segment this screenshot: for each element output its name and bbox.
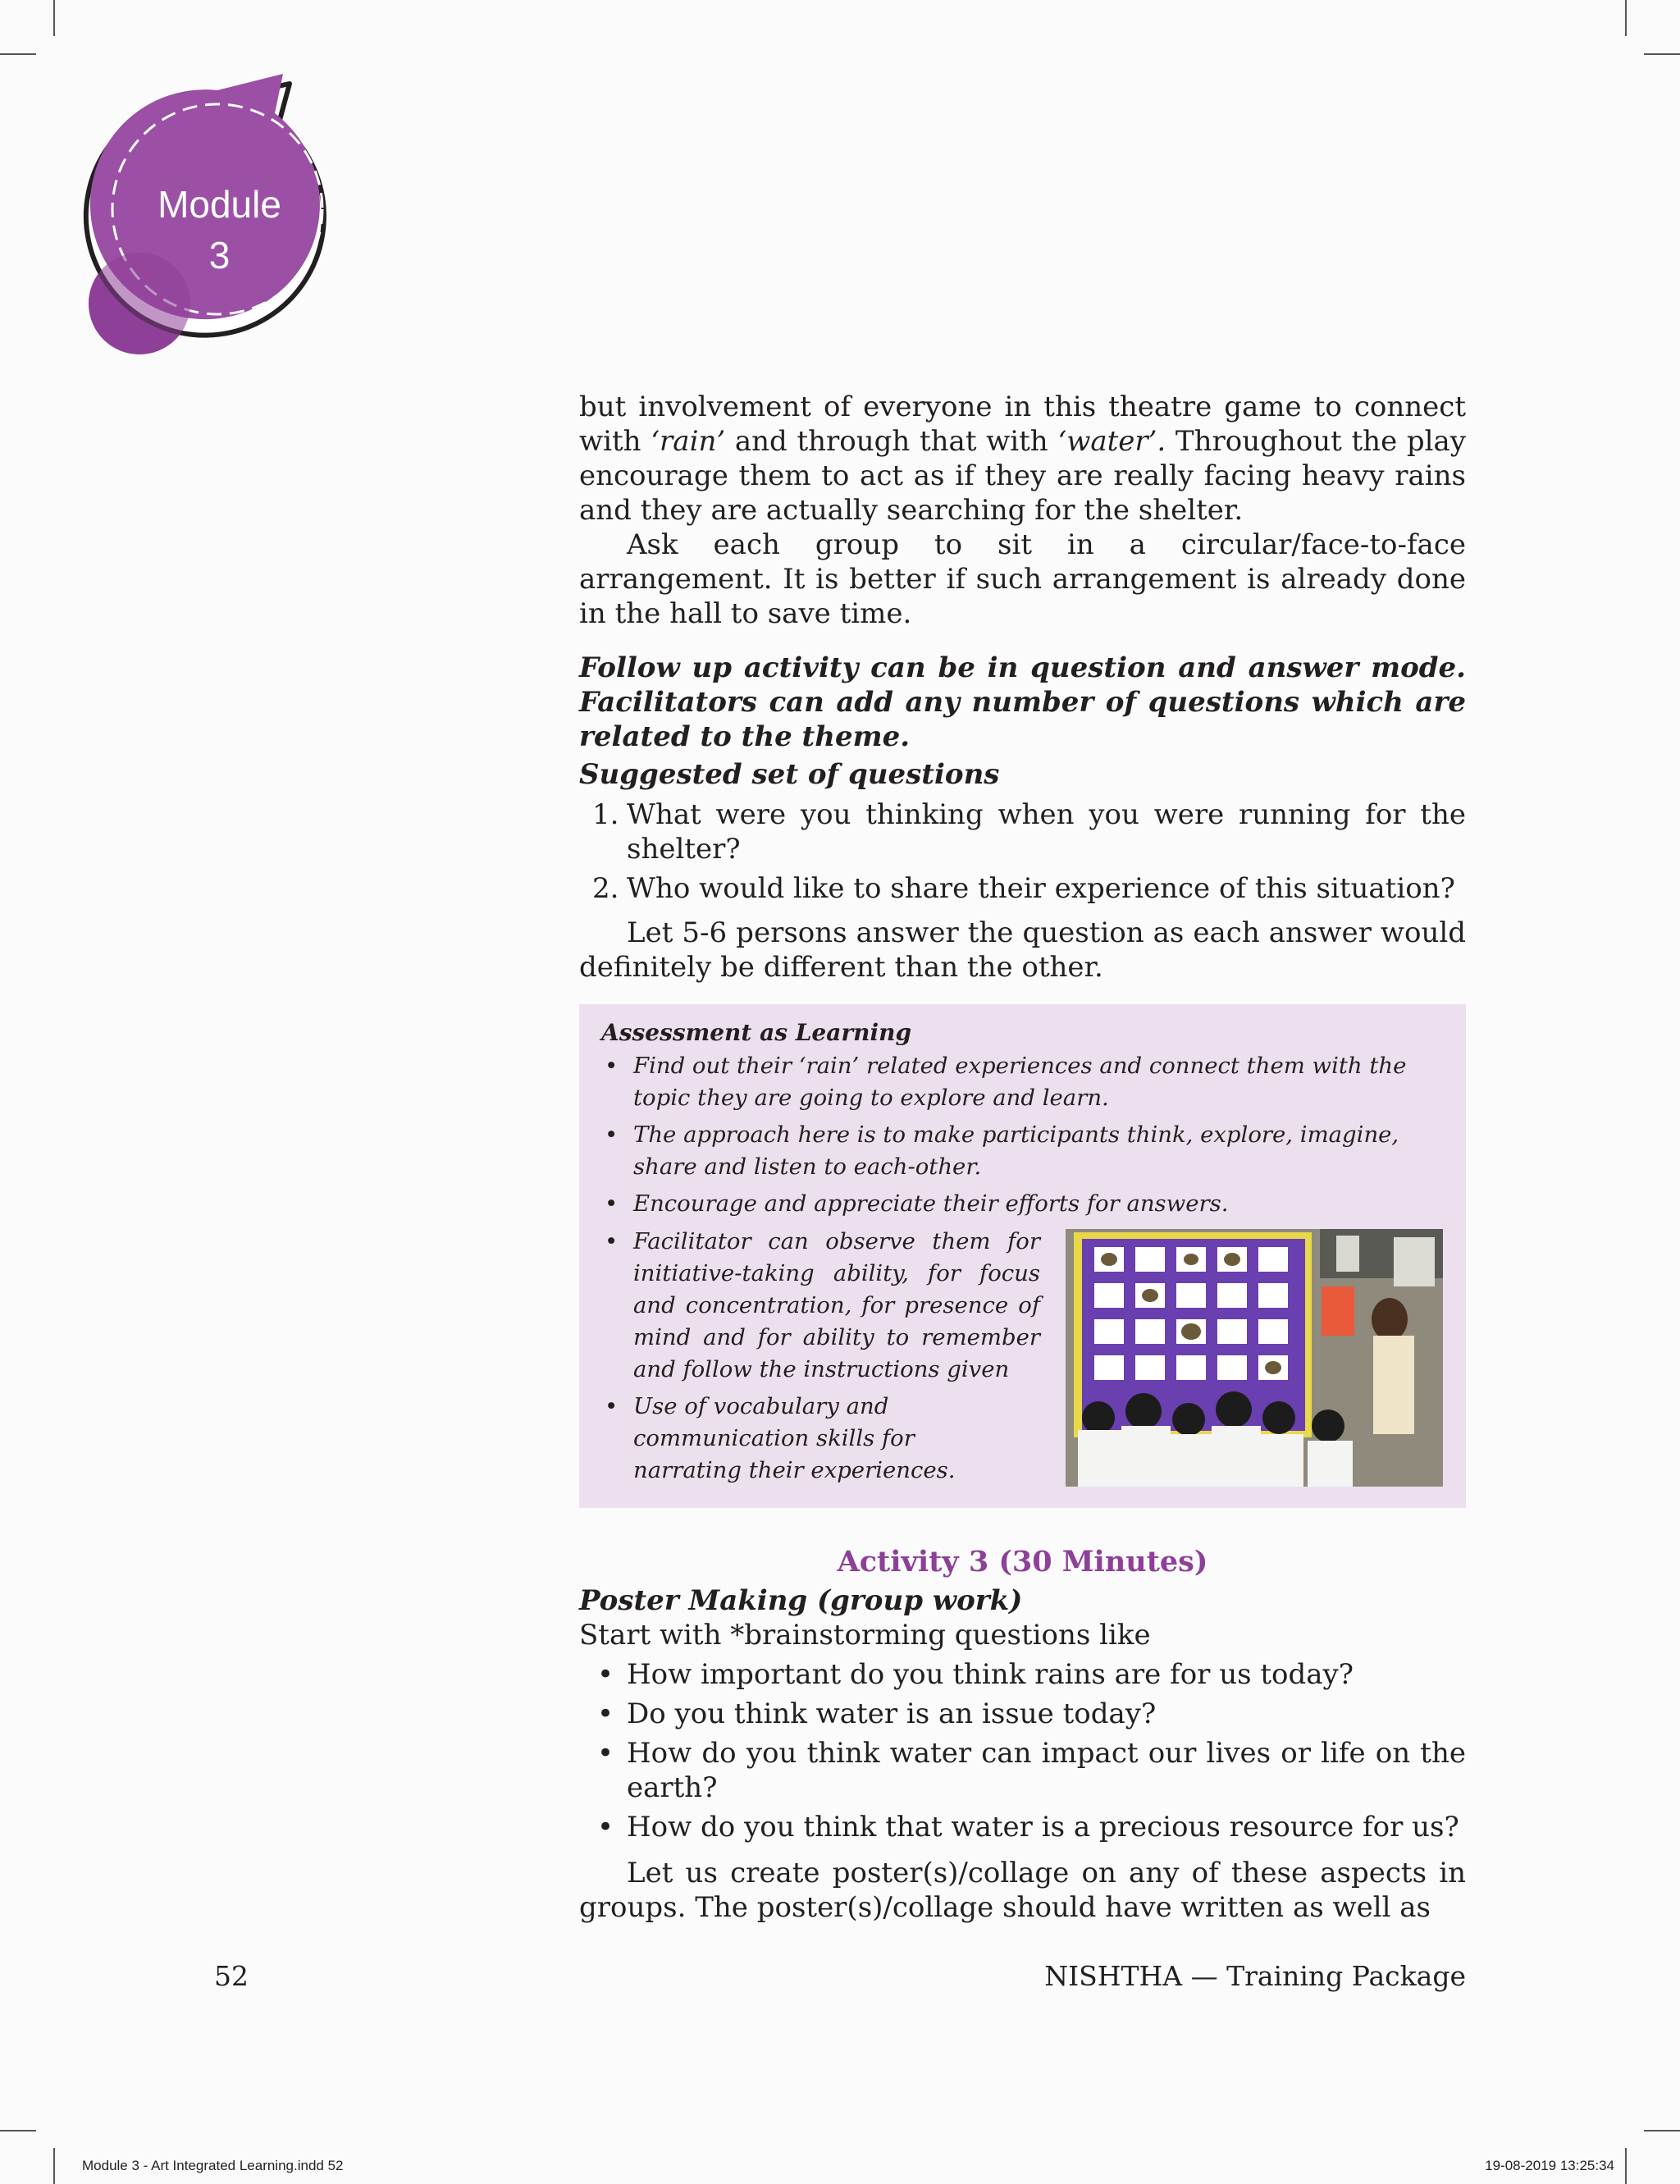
crop-mark: [1625, 2148, 1627, 2184]
activity-bullet: [579, 1697, 1466, 1731]
rain-word: ‘rain’: [651, 425, 726, 458]
slug-timestamp: 19-08-2019 13:25:34: [1485, 2158, 1614, 2173]
bullet-icon: •: [597, 1697, 614, 1730]
bullet-icon: •: [605, 1228, 619, 1254]
activity-title: Activity 3 (30 Minutes): [837, 1545, 1208, 1579]
activity-bullet-text: Do you think water is an issue today?: [627, 1697, 1157, 1730]
crop-mark: [0, 53, 36, 55]
activity-bullet-text: How do you think water can impact our lives or life on the earth?: [627, 1737, 1466, 1804]
crop-mark: [53, 2148, 55, 2184]
assessment-item: [601, 1050, 1454, 1114]
question-item: [579, 797, 1466, 866]
assessment-item: [601, 1226, 1040, 1386]
assessment-item: [601, 1391, 1020, 1487]
activity-subtitle: Poster Making (group work): [579, 1584, 1023, 1617]
crop-mark: [0, 2130, 36, 2131]
question-number: 2.: [592, 872, 619, 905]
assessment-box: [579, 1004, 1466, 1508]
activity-bullet: [579, 1810, 1466, 1844]
bullet-icon: •: [597, 1737, 614, 1770]
page-number: 52: [214, 1960, 249, 1992]
followup-after-paragraph: Let 5-6 persons answer the question as each answer would definitely be different than the other.: [579, 916, 1466, 984]
bullet-icon: •: [605, 1122, 619, 1148]
intro-paragraph-2: Ask each group to sit in a circular/face-to-face arrangement. It is better if such arrangement is already done in the hall to save time.: [579, 528, 1466, 630]
assessment-item-text: Use of vocabulary and communication skills for narrating their experiences.: [633, 1393, 956, 1483]
water-word: ‘water’.: [1057, 425, 1166, 458]
assessment-item-text: The approach here is to make participants think, explore, imagine, share and listen to each-other.: [633, 1122, 1399, 1180]
assessment-item: [601, 1188, 1454, 1220]
assessment-item-text: Find out their ‘rain’ related experiences and connect them with the topic they are going to explore and learn.: [633, 1053, 1407, 1111]
module-label: Module: [158, 183, 281, 226]
followup-note: Follow up activity can be in question and answer mode. Facilitators can add any number of questions which are related to the theme.: [579, 651, 1466, 753]
bullet-icon: •: [597, 1811, 614, 1844]
activity-bullet: [579, 1657, 1466, 1692]
question-item: [579, 871, 1466, 906]
activity-closing-paragraph: Let us create poster(s)/collage on any of these aspects in groups. The poster(s)/collage should have written as well as: [579, 1857, 1466, 1924]
crop-mark: [53, 0, 55, 36]
activity-intro: Start with *brainstorming questions like: [579, 1619, 1151, 1652]
classroom-photo: [1066, 1229, 1443, 1487]
bullet-icon: •: [605, 1190, 619, 1217]
crop-mark: [1644, 2130, 1680, 2131]
intro-text-c: Throughout the play encourage them to act as if they are really facing heavy rains and they are actually searching for the shelter.: [579, 425, 1466, 527]
activity-bullet-text: How important do you think rains are for us today?: [627, 1658, 1354, 1691]
question-text: What were you thinking when you were running for the shelter?: [627, 798, 1466, 866]
intro-paragraph-1: [579, 390, 1466, 528]
assessment-item-text: Encourage and appreciate their efforts for answers.: [633, 1190, 1229, 1217]
question-text: Who would like to share their experience of this situation?: [627, 872, 1455, 905]
bullet-icon: •: [597, 1658, 614, 1691]
crop-mark: [1644, 53, 1680, 55]
bullet-icon: •: [605, 1053, 619, 1079]
intro-text-b: and through that with: [725, 425, 1058, 458]
slug-file-name: Module 3 - Art Integrated Learning.indd 52: [82, 2158, 344, 2173]
question-number: 1.: [592, 798, 619, 831]
questions-heading: Suggested set of questions: [579, 758, 1000, 791]
module-number: 3: [208, 234, 231, 276]
bullet-icon: •: [605, 1393, 619, 1419]
assessment-item-text: Facilitator can observe them for initiative-taking ability, for focus and concentration, for presence of mind and for ability to remember and follow the instructions given: [633, 1228, 1040, 1382]
assessment-title: Assessment as Learning: [601, 1019, 912, 1046]
footer-title: NISHTHA — Training Package: [1044, 1960, 1466, 1992]
activity-bullet-text: How do you think that water is a precious resource for us?: [627, 1811, 1459, 1844]
crop-mark: [1625, 0, 1627, 36]
intro-text-a: but involvement of everyone in this theatre game to connect with: [579, 391, 1466, 458]
assessment-item: [601, 1119, 1454, 1183]
activity-bullet: [579, 1736, 1466, 1805]
module-badge-label: [107, 179, 332, 281]
